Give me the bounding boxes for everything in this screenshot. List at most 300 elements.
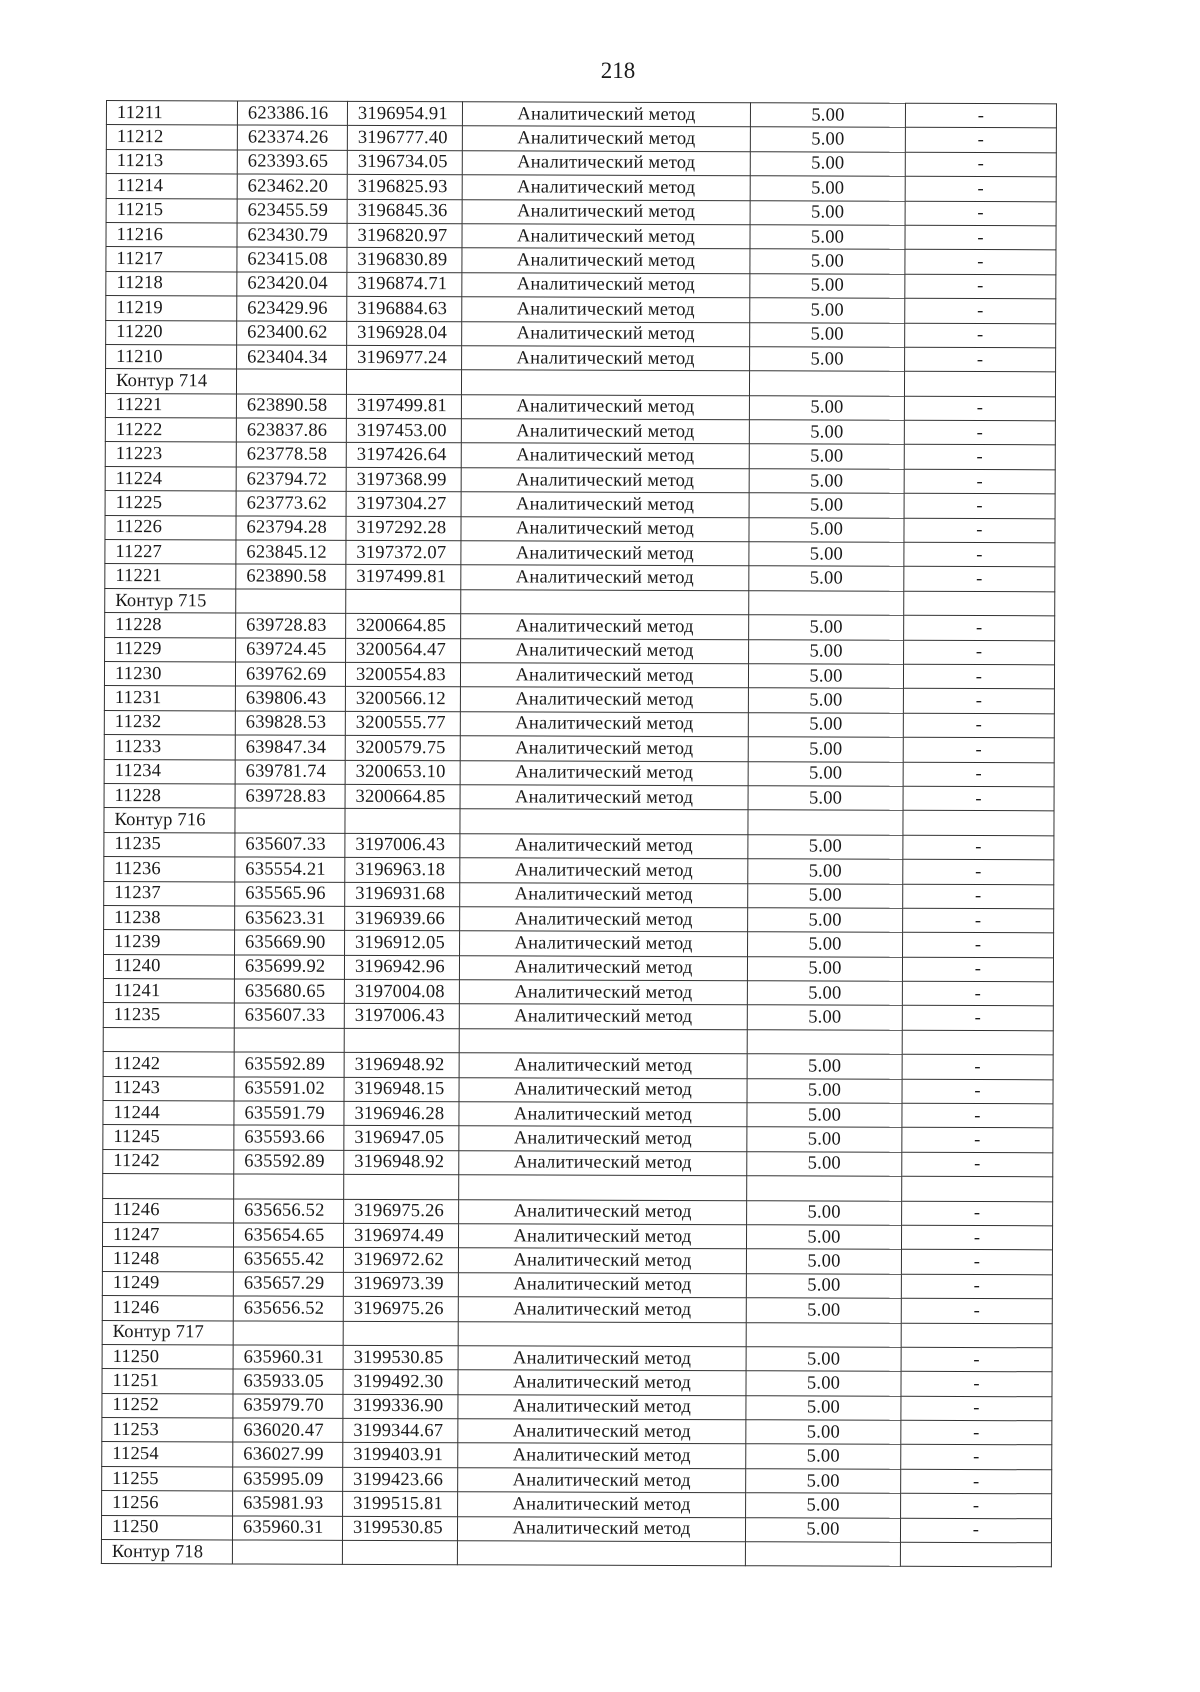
empty-cell xyxy=(900,1542,1051,1567)
precision-cell: 5.00 xyxy=(749,517,904,542)
table-row xyxy=(104,783,1054,811)
x-coordinate: 639781.74 xyxy=(235,760,345,785)
table-row xyxy=(105,637,1055,665)
table-row xyxy=(106,125,1056,153)
method-cell: Аналитический метод xyxy=(460,663,748,688)
empty-cell xyxy=(342,1540,457,1565)
empty-cell xyxy=(457,1541,745,1566)
method-cell: Аналитический метод xyxy=(461,468,749,493)
note-cell: - xyxy=(904,469,1055,494)
page-number: 218 xyxy=(600,58,636,83)
x-coordinate: 636020.47 xyxy=(233,1418,343,1443)
note-cell: - xyxy=(905,347,1056,372)
contour-label xyxy=(103,1027,234,1052)
method-cell: Аналитический метод xyxy=(462,126,750,151)
y-coordinate: 3197006.43 xyxy=(344,1004,459,1029)
empty-cell xyxy=(749,591,904,616)
x-coordinate: 635654.65 xyxy=(233,1223,343,1248)
table-row xyxy=(104,857,1054,885)
precision-cell: 5.00 xyxy=(750,152,905,177)
precision-cell: 5.00 xyxy=(750,127,905,152)
precision-cell: 5.00 xyxy=(748,883,903,908)
method-cell: Аналитический метод xyxy=(461,394,749,419)
point-id: 11236 xyxy=(104,857,235,882)
method-cell: Аналитический метод xyxy=(461,443,749,468)
point-id: 11248 xyxy=(102,1247,233,1272)
table-row xyxy=(103,954,1053,982)
contour-label: Контур 718 xyxy=(101,1540,232,1565)
precision-cell: 5.00 xyxy=(750,249,905,274)
note-cell: - xyxy=(903,762,1054,787)
x-coordinate: 635591.02 xyxy=(234,1077,344,1102)
point-id: 11224 xyxy=(105,466,236,491)
precision-cell: 5.00 xyxy=(749,420,904,445)
x-coordinate: 636027.99 xyxy=(233,1442,343,1467)
method-cell: Аналитический метод xyxy=(462,175,750,200)
table-row xyxy=(102,1247,1052,1275)
empty-cell xyxy=(460,809,748,834)
precision-cell: 5.00 xyxy=(749,493,904,518)
note-cell: - xyxy=(902,1152,1053,1177)
empty-cell xyxy=(901,1323,1052,1348)
precision-cell: 5.00 xyxy=(748,761,903,786)
empty-cell xyxy=(747,1030,902,1055)
precision-cell: 5.00 xyxy=(746,1273,901,1298)
y-coordinate: 3196830.89 xyxy=(347,248,462,273)
note-cell: - xyxy=(902,957,1053,982)
note-cell: - xyxy=(903,859,1054,884)
empty-cell xyxy=(746,1322,901,1347)
note-cell: - xyxy=(902,1103,1053,1128)
point-id: 11237 xyxy=(104,881,235,906)
empty-cell xyxy=(745,1542,900,1567)
y-coordinate: 3196777.40 xyxy=(347,126,462,151)
x-coordinate: 623462.20 xyxy=(237,174,347,199)
precision-cell: 5.00 xyxy=(747,1005,902,1030)
method-cell: Аналитический метод xyxy=(460,833,748,858)
method-cell: Аналитический метод xyxy=(462,102,750,127)
method-cell: Аналитический метод xyxy=(458,1248,746,1273)
x-coordinate: 623430.79 xyxy=(237,223,347,248)
table-row xyxy=(103,1101,1053,1129)
note-cell: - xyxy=(905,103,1056,128)
point-id: 11243 xyxy=(103,1076,234,1101)
empty-cell xyxy=(461,370,749,395)
precision-cell: 5.00 xyxy=(746,1444,901,1469)
note-cell: - xyxy=(904,542,1055,567)
x-coordinate: 623890.58 xyxy=(236,564,346,589)
table-row xyxy=(105,466,1055,494)
y-coordinate: 3199336.90 xyxy=(343,1394,458,1419)
precision-cell: 5.00 xyxy=(747,981,902,1006)
point-id: 11254 xyxy=(102,1442,233,1467)
precision-cell: 5.00 xyxy=(746,1249,901,1274)
point-id: 11225 xyxy=(105,491,236,516)
precision-cell: 5.00 xyxy=(748,737,903,762)
x-coordinate: 623429.96 xyxy=(237,296,347,321)
y-coordinate: 3196975.26 xyxy=(344,1199,459,1224)
point-id: 11233 xyxy=(104,735,235,760)
x-coordinate: 635680.65 xyxy=(234,979,344,1004)
method-cell: Аналитический метод xyxy=(462,151,750,176)
coordinates-table xyxy=(101,100,1057,1568)
y-coordinate: 3196928.04 xyxy=(347,321,462,346)
x-coordinate: 635607.33 xyxy=(234,1003,344,1028)
point-id: 11250 xyxy=(101,1515,232,1540)
note-cell: - xyxy=(901,1372,1052,1397)
note-cell: - xyxy=(901,1347,1052,1372)
x-coordinate: 623374.26 xyxy=(237,125,347,150)
precision-cell: 5.00 xyxy=(750,225,905,250)
table-row xyxy=(102,1271,1052,1299)
y-coordinate: 3199530.85 xyxy=(342,1516,457,1541)
precision-cell: 5.00 xyxy=(749,615,904,640)
note-cell: - xyxy=(905,250,1056,275)
note-cell: - xyxy=(903,835,1054,860)
note-cell: - xyxy=(904,396,1055,421)
table-row xyxy=(105,515,1055,543)
x-coordinate: 635656.52 xyxy=(233,1296,343,1321)
note-cell: - xyxy=(904,518,1055,543)
point-id: 11218 xyxy=(106,271,237,296)
x-coordinate: 635592.89 xyxy=(234,1150,344,1175)
point-id: 11216 xyxy=(106,222,237,247)
precision-cell: 5.00 xyxy=(748,664,903,689)
x-coordinate: 635607.33 xyxy=(235,833,345,858)
method-cell: Аналитический метод xyxy=(459,1151,747,1176)
point-id: 11210 xyxy=(106,344,237,369)
empty-cell xyxy=(458,1321,746,1346)
y-coordinate: 3199492.30 xyxy=(343,1370,458,1395)
method-cell: Аналитический метод xyxy=(458,1394,746,1419)
precision-cell: 5.00 xyxy=(747,1152,902,1177)
method-cell: Аналитический метод xyxy=(462,248,750,273)
x-coordinate: 635981.93 xyxy=(233,1491,343,1516)
x-coordinate: 635979.70 xyxy=(233,1394,343,1419)
point-id: 11247 xyxy=(102,1222,233,1247)
x-coordinate: 623890.58 xyxy=(236,394,346,419)
table-row xyxy=(104,905,1054,933)
precision-cell: 5.00 xyxy=(748,786,903,811)
point-id: 11221 xyxy=(105,564,236,589)
y-coordinate: 3197004.08 xyxy=(344,979,459,1004)
x-coordinate: 635960.31 xyxy=(232,1516,342,1541)
point-id: 11249 xyxy=(102,1271,233,1296)
note-cell: - xyxy=(903,786,1054,811)
note-cell: - xyxy=(901,1420,1052,1445)
y-coordinate: 3200554.83 xyxy=(345,662,460,687)
method-cell: Аналитический метод xyxy=(461,638,749,663)
note-cell: - xyxy=(904,640,1055,665)
method-cell: Аналитический метод xyxy=(459,955,747,980)
note-cell: - xyxy=(903,933,1054,958)
table-row xyxy=(104,881,1054,909)
precision-cell: 5.00 xyxy=(749,542,904,567)
x-coordinate: 623404.34 xyxy=(237,345,347,370)
table-row xyxy=(104,661,1054,689)
x-coordinate: 623420.04 xyxy=(237,272,347,297)
precision-cell: 5.00 xyxy=(749,639,904,664)
y-coordinate: 3199403.91 xyxy=(343,1443,458,1468)
precision-cell: 5.00 xyxy=(748,688,903,713)
y-coordinate: 3196948.92 xyxy=(344,1053,459,1078)
empty-cell xyxy=(232,1540,342,1565)
method-cell: Аналитический метод xyxy=(462,297,750,322)
point-id: 11226 xyxy=(105,515,236,540)
precision-cell: 5.00 xyxy=(746,1347,901,1372)
point-id: 11230 xyxy=(104,661,235,686)
point-id: 11215 xyxy=(106,198,237,223)
table-row xyxy=(106,344,1056,372)
point-id: 11235 xyxy=(103,1003,234,1028)
empty-cell xyxy=(343,1321,458,1346)
x-coordinate: 623400.62 xyxy=(237,320,347,345)
y-coordinate: 3200566.12 xyxy=(345,687,460,712)
table-row xyxy=(105,564,1055,592)
method-cell: Аналитический метод xyxy=(459,980,747,1005)
empty-cell xyxy=(233,1320,343,1345)
method-cell: Аналитический метод xyxy=(458,1468,746,1493)
method-cell: Аналитический метод xyxy=(458,1492,746,1517)
method-cell: Аналитический метод xyxy=(459,1102,747,1127)
empty-cell xyxy=(904,591,1055,616)
note-cell: - xyxy=(902,981,1053,1006)
y-coordinate: 3200555.77 xyxy=(345,711,460,736)
method-cell: Аналитический метод xyxy=(462,199,750,224)
y-coordinate: 3197006.43 xyxy=(345,833,460,858)
method-cell: Аналитический метод xyxy=(461,614,749,639)
empty-cell xyxy=(344,1175,459,1200)
x-coordinate: 623845.12 xyxy=(236,540,346,565)
precision-cell: 5.00 xyxy=(750,298,905,323)
table-row xyxy=(103,1076,1053,1104)
x-coordinate: 635554.21 xyxy=(235,857,345,882)
point-id: 11213 xyxy=(106,149,237,174)
method-cell: Аналитический метод xyxy=(460,858,748,883)
precision-cell: 5.00 xyxy=(746,1493,901,1518)
table-row xyxy=(104,735,1054,763)
empty-cell xyxy=(902,1030,1053,1055)
contour-header-row xyxy=(103,1174,1053,1202)
method-cell: Аналитический метод xyxy=(459,1126,747,1151)
note-cell: - xyxy=(901,1298,1052,1323)
contour-label xyxy=(103,1174,234,1199)
x-coordinate: 635933.05 xyxy=(233,1369,343,1394)
x-coordinate: 635591.79 xyxy=(234,1101,344,1126)
x-coordinate: 635699.92 xyxy=(234,955,344,980)
table-row xyxy=(105,442,1055,470)
precision-cell: 5.00 xyxy=(747,1054,902,1079)
precision-cell: 5.00 xyxy=(748,834,903,859)
point-id: 11217 xyxy=(106,247,237,272)
x-coordinate: 639828.53 xyxy=(235,711,345,736)
x-coordinate: 635565.96 xyxy=(235,881,345,906)
x-coordinate: 635960.31 xyxy=(233,1345,343,1370)
method-cell: Аналитический метод xyxy=(462,272,750,297)
x-coordinate: 635657.29 xyxy=(233,1272,343,1297)
x-coordinate: 639847.34 xyxy=(235,735,345,760)
x-coordinate: 635669.90 xyxy=(235,930,345,955)
precision-cell: 5.00 xyxy=(746,1469,901,1494)
point-id: 11250 xyxy=(102,1344,233,1369)
precision-cell: 5.00 xyxy=(747,1200,902,1225)
note-cell: - xyxy=(900,1518,1051,1543)
note-cell: - xyxy=(903,664,1054,689)
x-coordinate: 639806.43 xyxy=(235,686,345,711)
point-id: 11256 xyxy=(102,1491,233,1516)
method-cell: Аналитический метод xyxy=(458,1370,746,1395)
empty-cell xyxy=(748,810,903,835)
method-cell: Аналитический метод xyxy=(457,1516,745,1541)
y-coordinate: 3197292.28 xyxy=(346,516,461,541)
y-coordinate: 3199423.66 xyxy=(343,1467,458,1492)
y-coordinate: 3196946.28 xyxy=(344,1101,459,1126)
y-coordinate: 3196820.97 xyxy=(347,223,462,248)
point-id: 11234 xyxy=(104,759,235,784)
note-cell: - xyxy=(902,1128,1053,1153)
precision-cell: 5.00 xyxy=(746,1298,901,1323)
note-cell: - xyxy=(905,128,1056,153)
precision-cell: 5.00 xyxy=(749,395,904,420)
table-row xyxy=(104,832,1054,860)
method-cell: Аналитический метод xyxy=(460,882,748,907)
y-coordinate: 3196947.05 xyxy=(344,1126,459,1151)
x-coordinate: 623393.65 xyxy=(237,150,347,175)
precision-cell: 5.00 xyxy=(750,103,905,128)
y-coordinate: 3200653.10 xyxy=(345,760,460,785)
table-row xyxy=(103,1052,1053,1080)
x-coordinate: 639762.69 xyxy=(235,662,345,687)
y-coordinate: 3200664.85 xyxy=(345,784,460,809)
note-cell: - xyxy=(903,713,1054,738)
point-id: 11251 xyxy=(102,1369,233,1394)
note-cell: - xyxy=(905,176,1056,201)
point-id: 11231 xyxy=(104,686,235,711)
table-row xyxy=(102,1393,1052,1421)
table-row xyxy=(106,174,1056,202)
empty-cell xyxy=(747,1176,902,1201)
method-cell: Аналитический метод xyxy=(460,736,748,761)
contour-header-row xyxy=(105,369,1055,397)
note-cell: - xyxy=(901,1469,1052,1494)
x-coordinate: 635623.31 xyxy=(235,906,345,931)
table-row xyxy=(105,613,1055,641)
note-cell: - xyxy=(904,494,1055,519)
table-row xyxy=(104,759,1054,787)
y-coordinate: 3196963.18 xyxy=(345,857,460,882)
y-coordinate: 3196975.26 xyxy=(343,1296,458,1321)
table-row xyxy=(102,1222,1052,1250)
empty-cell xyxy=(236,589,346,614)
y-coordinate: 3196939.66 xyxy=(345,906,460,931)
table-row xyxy=(103,979,1053,1007)
empty-cell xyxy=(461,590,749,615)
empty-cell xyxy=(236,369,346,394)
method-cell: Аналитический метод xyxy=(458,1419,746,1444)
method-cell: Аналитический метод xyxy=(462,321,750,346)
precision-cell: 5.00 xyxy=(749,566,904,591)
point-id: 11228 xyxy=(104,783,235,808)
point-id: 11222 xyxy=(105,418,236,443)
table-row xyxy=(106,149,1056,177)
y-coordinate: 3197304.27 xyxy=(346,492,461,517)
method-cell: Аналитический метод xyxy=(459,1077,747,1102)
method-cell: Аналитический метод xyxy=(459,1199,747,1224)
x-coordinate: 635592.89 xyxy=(234,1052,344,1077)
precision-cell: 5.00 xyxy=(748,713,903,738)
point-id: 11241 xyxy=(103,979,234,1004)
method-cell: Аналитический метод xyxy=(461,516,749,541)
y-coordinate: 3196972.62 xyxy=(343,1248,458,1273)
x-coordinate: 623386.16 xyxy=(237,101,347,126)
x-coordinate: 639724.45 xyxy=(236,638,346,663)
note-cell: - xyxy=(904,420,1055,445)
x-coordinate: 623794.28 xyxy=(236,516,346,541)
note-cell: - xyxy=(902,1201,1053,1226)
method-cell: Аналитический метод xyxy=(460,931,748,956)
empty-cell xyxy=(345,809,460,834)
method-cell: Аналитический метод xyxy=(459,1053,747,1078)
table-row xyxy=(106,296,1056,324)
y-coordinate: 3197426.64 xyxy=(346,443,461,468)
point-id: 11252 xyxy=(102,1393,233,1418)
y-coordinate: 3196931.68 xyxy=(345,882,460,907)
precision-cell: 5.00 xyxy=(746,1420,901,1445)
method-cell: Аналитический метод xyxy=(460,785,748,810)
empty-cell xyxy=(344,1028,459,1053)
y-coordinate: 3196874.71 xyxy=(347,272,462,297)
empty-cell xyxy=(749,371,904,396)
contour-header-row xyxy=(105,588,1055,616)
point-id: 11242 xyxy=(103,1149,234,1174)
note-cell: - xyxy=(904,615,1055,640)
point-id: 11211 xyxy=(106,101,237,126)
x-coordinate: 635593.66 xyxy=(234,1125,344,1150)
table-row xyxy=(102,1491,1052,1519)
point-id: 11223 xyxy=(105,442,236,467)
note-cell: - xyxy=(902,1079,1053,1104)
note-cell: - xyxy=(905,152,1056,177)
table-row xyxy=(102,1466,1052,1494)
point-id: 11220 xyxy=(106,320,237,345)
point-id: 11227 xyxy=(105,540,236,565)
method-cell: Аналитический метод xyxy=(460,687,748,712)
method-cell: Аналитический метод xyxy=(458,1297,746,1322)
table-row xyxy=(104,930,1054,958)
point-id: 11246 xyxy=(103,1198,234,1223)
precision-cell: 5.00 xyxy=(746,1371,901,1396)
precision-cell: 5.00 xyxy=(750,347,905,372)
note-cell: - xyxy=(905,298,1056,323)
y-coordinate: 3199530.85 xyxy=(343,1345,458,1370)
point-id: 11245 xyxy=(103,1125,234,1150)
empty-cell xyxy=(234,1174,344,1199)
table-row xyxy=(102,1442,1052,1470)
table-row xyxy=(105,418,1055,446)
point-id: 11239 xyxy=(104,930,235,955)
method-cell: Аналитический метод xyxy=(461,565,749,590)
note-cell: - xyxy=(905,323,1056,348)
method-cell: Аналитический метод xyxy=(459,1004,747,1029)
method-cell: Аналитический метод xyxy=(462,224,750,249)
y-coordinate: 3196845.36 xyxy=(347,199,462,224)
precision-cell: 5.00 xyxy=(746,1225,901,1250)
contour-header-row xyxy=(102,1320,1052,1348)
note-cell: - xyxy=(903,908,1054,933)
table-row xyxy=(106,320,1056,348)
point-id: 11242 xyxy=(103,1052,234,1077)
x-coordinate: 639728.83 xyxy=(236,613,346,638)
